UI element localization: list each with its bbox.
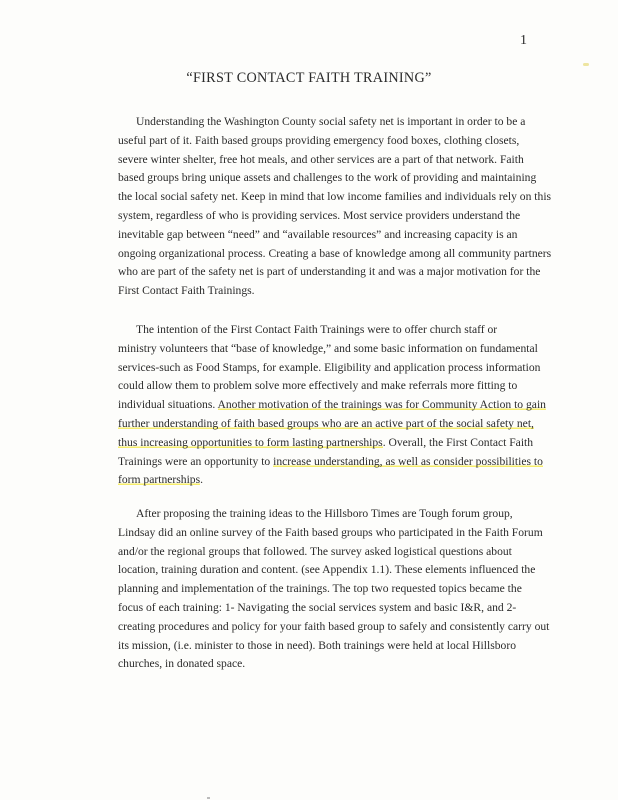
paragraph-line: First Contact Faith Trainings. [118, 284, 255, 298]
paragraph-line: planning and implementation of the trainings. The top two requested topics became the [118, 582, 522, 596]
paragraph-line: useful part of it. Faith based groups providing emergency food boxes, clothing closets, [118, 133, 520, 147]
paragraph-line: the local social safety net. Keep in mind that low income families and individuals rely on this [118, 190, 552, 204]
paragraph-line [118, 471, 540, 490]
paragraph-line: who are part of the safety net is part of understanding it and was a major motivation for the [118, 265, 541, 279]
document-title: “FIRST CONTACT FAITH TRAINING” [186, 70, 432, 86]
scan-speck [583, 63, 589, 66]
paragraph-line: could allow them to problem solve more effectively and make referrals more fitting to [118, 379, 518, 393]
paragraph-line: severe winter shelter, free hot meals, and other services are a part of that network. Faith [118, 152, 524, 166]
paragraph-line: inevitable gap between “need” and “available resources” and increasing capacity is an [118, 227, 518, 241]
paragraph-line [118, 453, 543, 472]
paragraph-line: focus of each training: 1- Navigating the social services system and basic I&R, and 2- [118, 600, 517, 614]
paragraph-line: services-such as Food Stamps, for example. Eligibility and application process information [118, 360, 541, 374]
paragraph-line: ongoing organizational process. Creating a base of knowledge among all community partners [118, 246, 552, 260]
paragraph-line: location, training duration and content. (see Appendix 1.1). These elements influenced the [118, 563, 536, 577]
paragraph-line [118, 434, 540, 453]
paragraph-line: creating procedures and policy for your faith based group to safely and consistently carry out [118, 619, 550, 633]
paragraph-line: system, regardless of who is providing services. Most service providers understand the [118, 208, 521, 222]
paragraph-line: its mission, (i.e. minister to those in need). Both trainings were held at local Hillsboro [118, 638, 516, 652]
highlighted-text: Another motivation of the trainings was for Community Action to gain [217, 398, 546, 412]
plain-text: . Overall, the First Contact Faith [382, 435, 534, 449]
paragraph-2 [118, 321, 546, 490]
scan-speck [207, 797, 210, 799]
highlighted-text: form partnerships [118, 473, 201, 487]
paragraph-3 [118, 505, 550, 674]
paragraph-line: ministry volunteers that “base of knowledge,” and some basic information on fundamental [118, 341, 538, 355]
paragraph-1 [118, 113, 552, 301]
page-number: 1 [520, 33, 527, 48]
paragraph-line: Lindsay did an online survey of the Faith based groups who participated in the Faith Forum [118, 525, 543, 539]
plain-text: Trainings were an opportunity to [118, 454, 274, 468]
paragraph-line: Understanding the Washington County social safety net is important in order to be a [136, 115, 526, 128]
plain-text: individual situations. [118, 398, 218, 412]
paragraph-line [118, 396, 546, 415]
paragraph-line: churches, in donated space. [118, 657, 246, 671]
paragraph-line [118, 415, 540, 434]
paragraph-line: After proposing the training ideas to the Hillsboro Times are Tough forum group, [136, 507, 513, 520]
plain-text: . [200, 473, 204, 487]
paragraph-line: The intention of the First Contact Faith Trainings were to offer church staff or [136, 323, 498, 336]
paragraph-line: and/or the regional groups that followed. The survey asked logistical questions about [118, 544, 512, 558]
highlighted-text: increase understanding, as well as consider possibilities to [273, 454, 543, 468]
paragraph-line: based groups bring unique assets and challenges to the work of providing and maintaining [118, 171, 537, 185]
highlighted-text: further understanding of faith based groups who are an active part of the social safety net, [118, 416, 534, 430]
highlighted-text: thus increasing opportunities to form lasting partnerships [118, 435, 383, 449]
